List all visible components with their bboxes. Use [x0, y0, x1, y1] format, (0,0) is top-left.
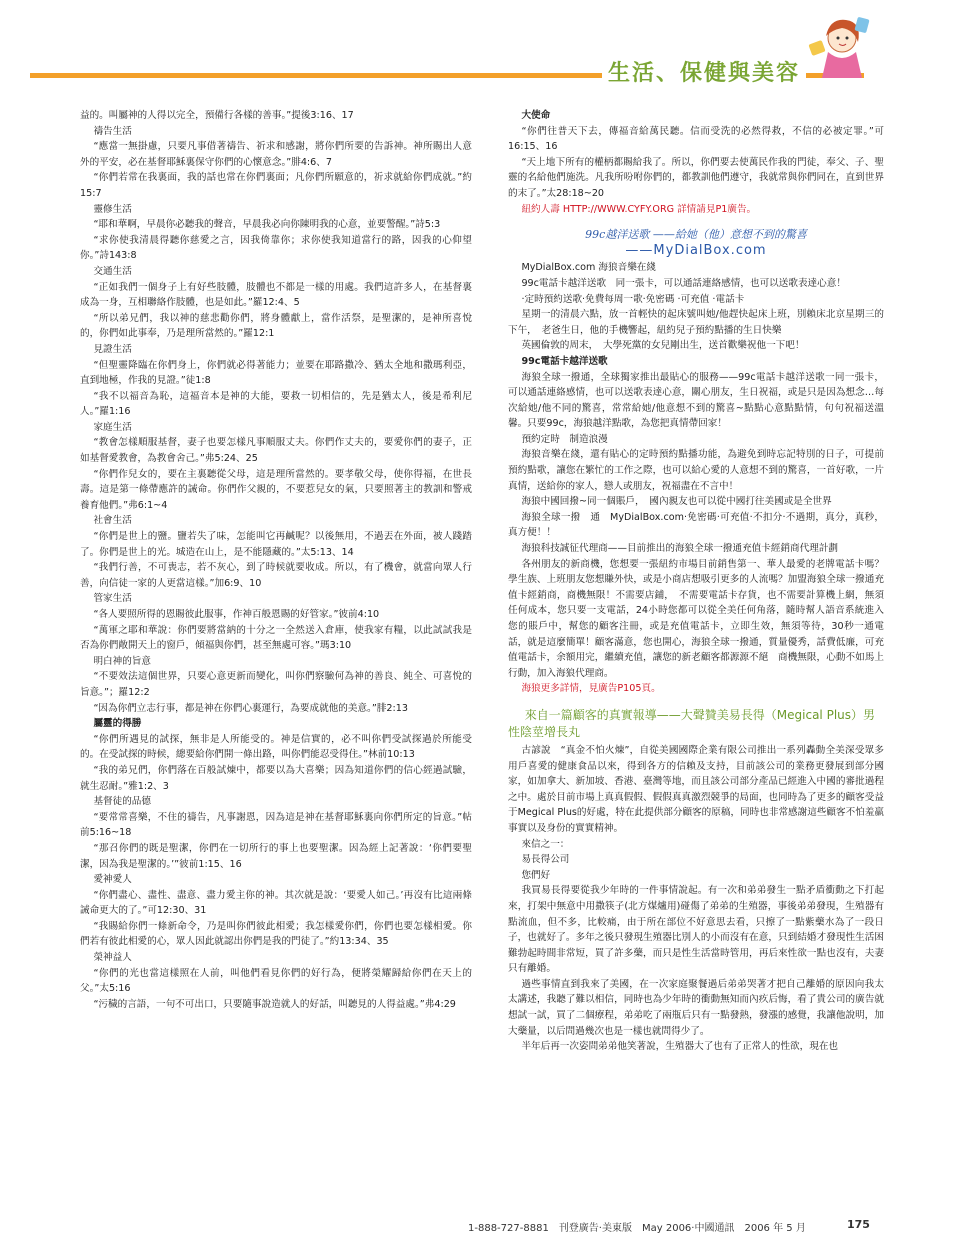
paragraph: “我們行善，不可喪志，若不灰心，到了時候就要收成。所以，有了機會，就當向眾人行善，向信徒一家的人更當這樣。”加6:9、10 [80, 562, 472, 589]
paragraph: “你們盡心、盡性、盡意、盡力愛主你的神。其次就是說：‘要愛人如己。’再沒有比這兩條誡命更大的了。”可12:30、31 [80, 889, 472, 917]
paragraph: “污穢的言語，一句不可出口，只要隨事說造就人的好話，叫聽見的人得益處。”弗4:29 [93, 998, 456, 1010]
subheading: 家庭生活 [93, 421, 132, 433]
paragraph: “教會怎樣順服基督，妻子也要怎樣凡事順服丈夫。你們作丈夫的，要愛你們的妻子，正如基督愛教會，為教會舍己。”弗5:24、25 [80, 437, 472, 465]
subheading: 社會生活 [93, 515, 132, 527]
paragraph: “你們所遇見的試探，無非是人所能受的。神是信實的，必不叫你們受試探過於所能受的。在受試探的時候，總要給你們開一條出路，叫你們能忍受得住。”林前10:13 [80, 733, 472, 761]
paragraph: “各人要照所得的恩賜彼此服事，作神百般恩賜的好管家。”彼前4:10 [93, 609, 380, 620]
paragraph: “不要效法這個世界，只要心意更新而變化，叫你們察驗何為神的善良、純全、可喜悅的旨意。”；羅12:2 [80, 671, 472, 698]
subheading: 海狼中國回撥~同一個賬戶， 國內親友也可以從中國打往美國或是全世界 [521, 496, 832, 508]
subheading: 易長得公司 [521, 854, 570, 866]
subheading: 來信之一： [521, 838, 570, 850]
paragraph: “耶和華啊，早晨你必聽我的聲音，早晨我必向你陳明我的心意，並要警醒。”詩5:3 [93, 219, 441, 231]
subheading: 交通生活 [93, 265, 132, 277]
section-heading: 大使命 [521, 110, 551, 121]
paragraph: “你們的光也當這樣照在人前，叫他們看見你們的好行為，便將榮耀歸給你們在天上的父。”太5:16 [80, 967, 472, 995]
ad-title: 99c越洋送歌 ——給她（他）意想不到的驚喜 [585, 228, 807, 242]
paragraph: 半年后再一次姿問弟弟他笑著說，生殖器大了也有了正常人的性欲，現在也 [521, 1041, 839, 1053]
subheading: 99c電話卡越洋送歌 同一張卡，可以通話連絡感情，也可以送歌表達心意！ [521, 277, 846, 289]
paragraph: “萬軍之耶和華說：你們要將當納的十分之一全然送入倉庫，使我家有糧，以此試試我是否為你們敞開天上的窗戶，傾福與你們，甚至無處可容。”瑪3:10 [80, 624, 472, 652]
section-heading: 99c電話卡越洋送歌 [521, 355, 608, 367]
paragraph: “但聖靈降臨在你們身上，你們就必得著能力；並要在耶路撒冷、猶太全地和撒瑪利亞，直到地極，作我的見證。”徒1:8 [80, 359, 472, 387]
ad-link-text: 海狼更多詳情，見廣告P105頁。 [521, 683, 661, 695]
paragraph: “你們往普天下去，傳福音給萬民聽。信而受洗的必然得救，不信的必被定罪。”可16:15、16 [508, 125, 884, 153]
footer-info: 1-888-727-8881 刊登廣告‧美東版 May 2006‧中國通訊 2006 年 5 月 [468, 1223, 806, 1234]
paragraph: 各州朋友的新商機，您想要一張紐約市場目前銷售第一、華人最愛的老牌電話卡嗎？學生族、上班朋友您想賺外快，或是小商店想吸引更多的人流嗎？加盟海狼全球一撥通充值卡經銷商，商機無限！不需要店鋪， 不需要電話卡存貨，也不需要計算機上網，無須任何成本，您只要一支電話，24小時您都可以從全美任何角落，隨時幫人語音系統進入您的賬戶中，幫您的顧客注冊，或是充值電話卡，立即生效，無須等待，30秒一通電話，就是這麼簡單！顧客滿意，您也開心，海狼全球一撥通，質量優秀，話費低廉，可充值電話卡，余額用完，繼續充值，讓您的新老顧客都源源不絕 商機無限，心動不如馬上行動，加入海狼代理商。 [508, 558, 884, 679]
paragraph: 益的。叫屬神的人得以完全，預備行各樣的善事。”提後3:16、17 [80, 110, 354, 121]
woman-illustration-icon [808, 12, 872, 80]
paragraph: 過些事情直到我來了美國，在一次家庭聚餐過后弟弟哭著才把自己離婚的原因向我太太講述，我聽了難以相信，同時也為少年時的衝動無知而內疚后悔，看了貴公司的廣告就想試一試，買了二個療程，弟弟吃了兩瓶后只有一點發熱，發漲的感覺，我讓他說明，加大藥量，以后問過幾次也是一樣也就問得少了。 [508, 978, 884, 1037]
paragraph: 星期一的清晨六點，放一首輕快的起床號叫她/他趕快起床上班，別賴床北京星期三的下午， 老爸生日，他的手機響起，紐約兒子預約點播的生日快樂 [508, 309, 884, 336]
paragraph: “求你使我清晨得聽你慈愛之言，因我倚靠你；求你使我知道當行的路，因我的心仰望你。”詩143:8 [80, 234, 472, 262]
paragraph: “我不以福音為恥，這福音本是神的大能，要救一切相信的，先是猶太人，後是希利尼人。”羅1:16 [80, 390, 472, 418]
subheading: 明白神的旨意 [93, 655, 151, 667]
subheading: 見證生活 [93, 343, 132, 355]
paragraph: 海狼音樂在綫，還有貼心的定時預約點播功能，為避免到時忘記特別的日子，可提前預約點歌，讓您在繁忙的工作之際，也可以給心愛的人意想不到的驚喜，一首好歌，一片真情，送給你的家人，戀人或朋友，祝福盡在不言中！ [508, 449, 884, 492]
subheading: 英國倫敦的周末， 大學死黨的女兒剛出生，送首歡樂祝他一下吧！ [521, 340, 805, 352]
subheading: 愛神愛人 [93, 874, 132, 886]
paragraph: “我的弟兄們，你們落在百般試煉中，都要以為大喜樂；因為知道你們的信心經過試驗，就生忍耐。”雅1:2、3 [80, 764, 472, 792]
paragraph: “你們作兒女的，要在主裏聽從父母，這是理所當然的。要孝敬父母，使你得福，在世長壽。這是第一條帶應許的誡命。你們作父親的，不要惹兒女的氣，只要照著主的教訓和警戒養育他們。”弗6:1~4 [80, 468, 472, 511]
subheading: 您們好 [521, 869, 551, 881]
right-column [508, 108, 884, 1055]
subheading: MyDialBox.com 海狼音樂在綫 [521, 262, 656, 274]
section-title: 生活、保健與美容 [602, 56, 806, 87]
paragraph: “正如我們一個身子上有好些肢體，肢體也不都是一樣的用處。我們這許多人，在基督裏成為一身，互相聯絡作肢體，也是如此。”羅12:4、5 [80, 281, 472, 309]
subheading: 預約定時 制造浪漫 [521, 433, 608, 445]
article-title: 來自一篇顧客的真實報導——大聲贊美易長得（Megical Plus）男性陰莖增長丸 [508, 707, 876, 739]
section-heading: 屬靈的得勝 [93, 718, 142, 730]
paragraph: 海狼科技誠征代理商——目前推出的海狼全球一撥通充值卡經銷商代理計劃 [521, 543, 839, 555]
page-number: 175 [847, 1218, 870, 1231]
paragraph: “我賜給你們一條新命令，乃是叫你們彼此相愛；我怎樣愛你們，你們也要怎樣相愛。你們若有彼此相愛的心，眾人因此就認出你們是我的門徒了。”約13:34、35 [80, 920, 472, 948]
paragraph: “所以弟兄們，我以神的慈悲勸你們，將身體獻上，當作活祭，是聖潔的，是神所喜悅的，你們如此事奉，乃是理所當然的。”羅12:1 [80, 312, 472, 340]
paragraph: “應當一無掛慮，只要凡事借著禱告、祈求和感謝，將你們所要的告訴神。神所賜出人意外的平安，必在基督耶穌裏保守你們的心懷意念。”腓4:6、7 [80, 141, 472, 168]
paragraph: 我買易長得要從我少年時的一件事情說起。有一次和弟弟發生一點矛盾衝動之下打起來，打架中無意中用撒筷子(北方煤爐用)碰傷了弟弟的生殖器，事後弟弟發現，生殖器有點流血，但不多，比較痛，由于所在部位不好意思去看，只擦了一點紫藥水為了一段日子，也就好了。多年之後只發現生殖器比別人的小而沒有在意，只到結婚才發現性生活困難勃起時間非常短，買了許多藥，而只是性生活當時管用，再后來性欲一點也沒有，夫妻只有離婚。 [508, 885, 884, 975]
paragraph: “天上地下所有的權柄都賜給我了。所以，你們要去使萬民作我的門徒，奉父、子、聖靈的名給他們施洗。凡我所吩咐你們的，都教訓他們遵守，我就常與你們同在，直到世界的末了。”太28:18~20 [508, 156, 884, 199]
paragraph: 古諺說 “真金不怕火煉”，自從美國國際企業有限公司推出一系列轟動全美深受眾多用戶喜愛的健康食品以來，得到各方的信賴及支持，目前該公司的業務更發展到部分國家，如加拿大、新加坡、香港、臺灣等地，而且該公司部分產品已經進入中國的審批過程之中。處於目前市場上真真假假、假假真真激烈競爭的局面，也同時為了更多的顧客受益于Megical Plus的好處，特在此提供部分顧客的原稿，同時也非常感謝這些顧客不怕羞羸事實以及身份的實實精神。 [508, 744, 884, 834]
paragraph: 海狼全球一撥通，全球獨家推出最貼心的服務——99c電話卡越洋送歌一同一張卡，可以通話連絡感情，也可以送歌表達心意，關心朋友，生日祝福，或是只是因為想念…每次給她/他不同的驚喜，常常給她/他意想不到的驚喜~點點心意點點情，句句祝福送溫馨。只要99c，海狼越洋點歌，為您把真情帶回家！ [508, 371, 884, 430]
page-header [0, 0, 956, 95]
paragraph: “你們是世上的鹽。鹽若失了味，怎能叫它再鹹呢？以後無用，不過丟在外面，被人踐踏了。你們是世上的光。城造在山上，是不能隱藏的。”太5:13、14 [80, 531, 472, 558]
subheading: 靈修生活 [93, 203, 132, 215]
ad-subtitle: ——MyDialBox.com [625, 242, 767, 258]
subheading: 榮神益人 [93, 952, 132, 964]
paragraph: 海狼全球一撥 通 MyDialBox.com‧免密碼‧可充值‧不扣分‧不過期，真分，真秒，真方便！！ [508, 511, 884, 539]
paragraph: “因為你們立志行事，都是神在你們心裏運行，為要成就他的美意。”腓2:13 [93, 702, 408, 714]
paragraph: “要常常喜樂，不住的禱告，凡事謝恩，因為這是神在基督耶穌裏向你們所定的旨意。”帖前5:16~18 [80, 811, 472, 839]
subheading: 基督徒的品德 [93, 796, 151, 808]
ad-link-text: 紐約人壽 HTTP://WWW.CYFY.ORG 詳情請見P1廣告。 [521, 203, 757, 215]
paragraph: “你們若常在我裏面，我的話也常在你們裏面；凡你們所願意的，祈求就給你們成就。”約15:7 [80, 172, 472, 199]
left-column [80, 108, 472, 1012]
subheading: 禱告生活 [93, 125, 132, 137]
paragraph: “那召你們的既是聖潔，你們在一切所行的事上也要聖潔。因為經上記著說：‘你們要聖潔，因為我是聖潔的。’”彼前1:15、16 [80, 842, 472, 870]
subheading: 管家生活 [93, 593, 132, 605]
subheading: ‧定時預約送歌‧免費每周一歌‧免密碼 ‧可充值 ‧電話卡 [521, 293, 745, 305]
